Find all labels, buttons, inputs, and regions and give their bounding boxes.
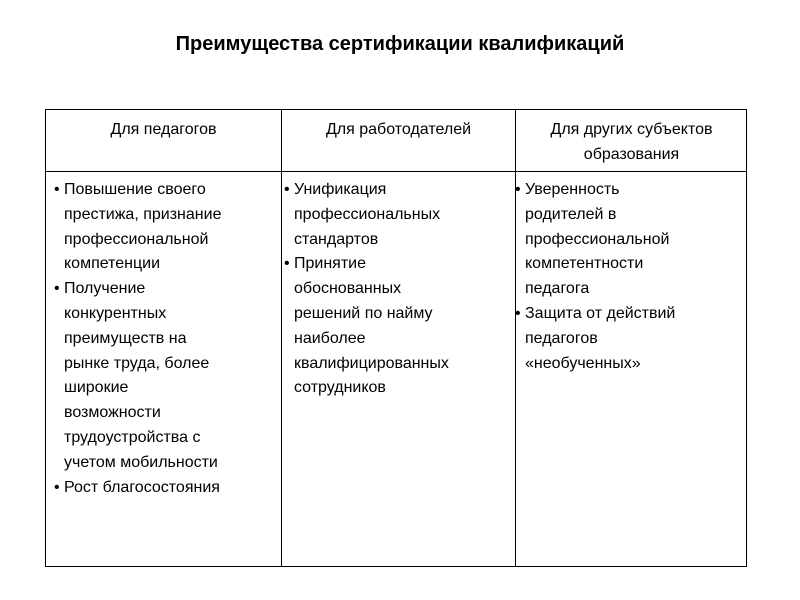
list-item: [515, 178, 747, 302]
list-item-text: Рост благосостояния: [64, 478, 220, 496]
advantages-table: [45, 109, 747, 567]
list-item-text: Повышение своего престижа, признание профессиональной компетенции: [64, 181, 222, 273]
list-item-text: Принятие обоснованных решений по найму наиболее квалифицированных сотрудников: [294, 255, 449, 397]
list-item: [54, 277, 280, 475]
list-item: [284, 178, 514, 252]
bullet-icon: •: [54, 478, 60, 496]
header-label: Для других субъектов образования: [550, 121, 713, 163]
bullet-icon: •: [284, 255, 290, 273]
bullet-icon: •: [515, 304, 521, 322]
cell-employers: [284, 172, 514, 566]
list-item: [515, 302, 747, 376]
list-item-text: Унификация профессиональных стандартов: [294, 181, 441, 248]
column-divider: [281, 110, 282, 566]
bullet-icon: •: [515, 181, 521, 198]
header-label: Для работодателей: [325, 121, 472, 138]
bullet-icon: •: [284, 181, 290, 198]
header-teachers: [46, 110, 281, 171]
list-item: [54, 178, 280, 277]
header-employers: [282, 110, 515, 171]
list-item-text: Уверенность родителей в профессиональной компетентности педагога: [525, 181, 670, 298]
page-title: Преимущества сертификации квалификаций: [175, 33, 625, 55]
cell-teachers: [54, 172, 280, 566]
bullet-icon: •: [54, 280, 60, 298]
cell-other-subjects: [513, 172, 747, 566]
list-item: [284, 252, 514, 401]
bullet-icon: •: [54, 181, 60, 198]
list-item-text: Защита от действий педагогов «необученных»: [525, 304, 676, 372]
list-item: [54, 476, 280, 501]
header-label: Для педагогов: [110, 121, 217, 138]
list-item-text: Получение конкурентных преимуществ на рынке труда, более широкие возможности трудоустройства с учетом мобильности: [64, 280, 218, 471]
header-other-subjects: [516, 110, 747, 171]
